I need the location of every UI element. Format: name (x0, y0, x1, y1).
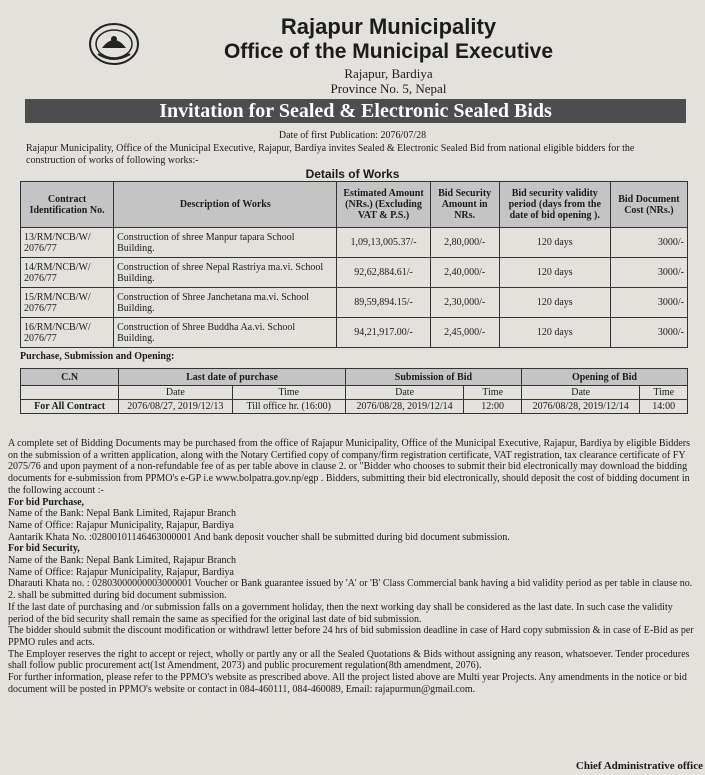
holiday-paragraph: If the last date of purchasing and /or submission falls on a government holiday, then the next working day shall be considered as the last date. In such case the validity period of the bid security shall remain the same as specified for the original last date of bid submission. (8, 601, 673, 625)
col-header-cost: Bid Document Cost (NRs.) (610, 182, 687, 228)
purchase-date: 2076/08/27, 2019/12/13 (119, 400, 232, 414)
schedule-subheader-row (21, 386, 688, 400)
office-name: Office of the Municipal Executive (223, 40, 554, 63)
col-header-desc: Description of Works (114, 182, 337, 228)
org-name: Rajapur Municipality (280, 14, 497, 39)
col-header-opening: Opening of Bid (521, 369, 687, 386)
publication-date: Date of first Publication: 2076/07/28 (278, 130, 427, 141)
validity-period: 120 days (499, 318, 610, 348)
estimated-amount: 94,21,917.00/- (337, 318, 430, 348)
col-header-id: Contract Identification No. (21, 182, 114, 228)
schedule-table (20, 368, 688, 414)
work-description: Construction of Shree Buddha Aa.vi. School Building. (114, 318, 337, 348)
document-cost: 3000/- (610, 288, 687, 318)
subheader-time: Time (464, 386, 522, 400)
details-title: Details of Works (305, 167, 400, 181)
col-header-purchase: Last date of purchase (119, 369, 346, 386)
cn-spacer (21, 386, 119, 400)
bid-security: 2,30,000/- (430, 288, 499, 318)
col-header-amount: Estimated Amount (NRs.) (Excluding VAT & P.S.) (337, 182, 430, 228)
validity-period: 120 days (499, 228, 610, 258)
works-header-row (21, 182, 688, 228)
table-row (21, 258, 688, 288)
works-table (20, 181, 688, 348)
work-description: Construction of shree Manpur tapara School Building. (114, 228, 337, 258)
col-header-security: Bid Security Amount in NRs. (430, 182, 499, 228)
address-line-1: Rajapur, Bardiya (344, 66, 433, 81)
notice-banner: Invitation for Sealed & Electronic Sealed Bids (25, 99, 686, 123)
schedule-header-row (21, 369, 688, 386)
validity-period: 120 days (499, 258, 610, 288)
submission-date: 2076/08/28, 2019/12/14 (345, 400, 463, 414)
purchase-time: Till office hr. (16:00) (232, 400, 345, 414)
bid-security: 2,80,000/- (430, 228, 499, 258)
contract-id: 13/RM/NCB/W/ 2076/77 (21, 228, 114, 258)
opening-time: 14:00 (640, 400, 688, 414)
reserve-paragraph: The Employer reserves the right to accept or reject, wholly or partly any or all the Sealed Quotations & Bids without assigning any reason, whatsoever. Tender procedures shall follow public procurement act(1st Amendment, 2073) and public procurement regulation(8th amendment, 2076). (8, 648, 690, 672)
notice-body (8, 438, 698, 695)
modification-paragraph: The bidder should submit the discount modification or withdrawl letter before 24 hrs of bid submission deadline in case of Hard copy submission & in case of E-Bid as per PPMO rules and acts. (8, 625, 694, 648)
signature: Chief Administrative office (575, 760, 703, 772)
table-row (21, 318, 688, 348)
table-row (21, 288, 688, 318)
purchase-account: Aantarik Khata No. :02800101146463000001 And bank deposit voucher shall be submitted during bid document submission. (8, 531, 510, 543)
schedule-row (21, 400, 688, 414)
validity-period: 120 days (499, 288, 610, 318)
security-account: Dharauti Khata no. : 02803000000003000001 Voucher or Bank guarantee issued by 'A' or 'B' Class Commercial bank having a bid validity period as per table in clause no. 2. shall be submitted during bid document submission. (8, 578, 693, 602)
document-cost: 3000/- (610, 228, 687, 258)
contract-id: 14/RM/NCB/W/ 2076/77 (21, 258, 114, 288)
col-header-validity: Bid security validity period (days from the date of bid opening ). (499, 182, 610, 228)
subheader-time: Time (232, 386, 345, 400)
bid-security: 2,45,000/- (430, 318, 499, 348)
purchase-office: Name of Office: Rajapur Municipality, Rajapur, Bardiya (8, 519, 234, 531)
bid-security: 2,40,000/- (430, 258, 499, 288)
work-description: Construction of Shree Janchetana ma.vi. School Building. (114, 288, 337, 318)
subheader-date: Date (521, 386, 639, 400)
intro-paragraph: Rajapur Municipality, Office of the Municipal Executive, Rajapur, Bardiya invites Sealed & Electronic Sealed Bid from national eligible bidders for the construction of works of following works:- (26, 143, 635, 166)
security-heading: For bid Security, (8, 543, 80, 555)
security-office: Name of Office: Rajapur Municipality, Rajapur, Bardiya (8, 566, 234, 578)
purchase-bank: Name of the Bank: Nepal Bank Limited, Rajapur Branch (8, 508, 236, 520)
estimated-amount: 92,62,884.61/- (337, 258, 430, 288)
row-label: For All Contract (21, 400, 119, 414)
opening-date: 2076/08/28, 2019/12/14 (521, 400, 639, 414)
col-header-submission: Submission of Bid (345, 369, 521, 386)
table-row (21, 228, 688, 258)
estimated-amount: 89,59,894.15/- (337, 288, 430, 318)
document-cost: 3000/- (610, 318, 687, 348)
contract-id: 15/RM/NCB/W/ 2076/77 (21, 288, 114, 318)
bidding-documents-paragraph: A complete set of Bidding Documents may be purchased from the office of Rajapur Municipality, Office of the Municipal Executive, Rajapur, Bardiya by eligible Bidders on the submission of a written application, along with the Notary Certified copy of company/firm registration certificate, VAT registration, tax clearance certificate of FY 2075/76 and upon payment of a non-refundable fee of as per table above in clause 2. or "Bidder who chooses to submit their bid electronically may download the bidding documents for e-submission from PPMO's e-GP i.e www.bolpatra.gov.np/egp . Bidders, submitting their bid electronically, should deposit the cost of bidding document in the following account :- (8, 438, 691, 496)
security-bank: Name of the Bank: Nepal Bank Limited, Rajapur Branch (8, 555, 236, 567)
address-line-2: Province No. 5, Nepal (330, 81, 447, 96)
info-paragraph: For further information, please refer to the PPMO's website as prescribed above. All the project listed above are Multi year Projects. Any amendments in the notice or bid document will be posted in PPMO's website or contact in 084-460111, 084-460089, Email: rajapurmun@gmail.com. (8, 672, 687, 695)
document-cost: 3000/- (610, 258, 687, 288)
subheader-date: Date (345, 386, 463, 400)
estimated-amount: 1,09,13,005.37/- (337, 228, 430, 258)
col-header-cn: C.N (21, 369, 119, 386)
submission-time: 12:00 (464, 400, 522, 414)
purchase-heading: For bid Purchase, (8, 496, 85, 508)
subheader-date: Date (119, 386, 232, 400)
subheader-time: Time (640, 386, 688, 400)
work-description: Construction of shree Nepal Rastriya ma.vi. School Building. (114, 258, 337, 288)
schedule-title: Purchase, Submission and Opening: (20, 351, 175, 362)
contract-id: 16/RM/NCB/W/ 2076/77 (21, 318, 114, 348)
